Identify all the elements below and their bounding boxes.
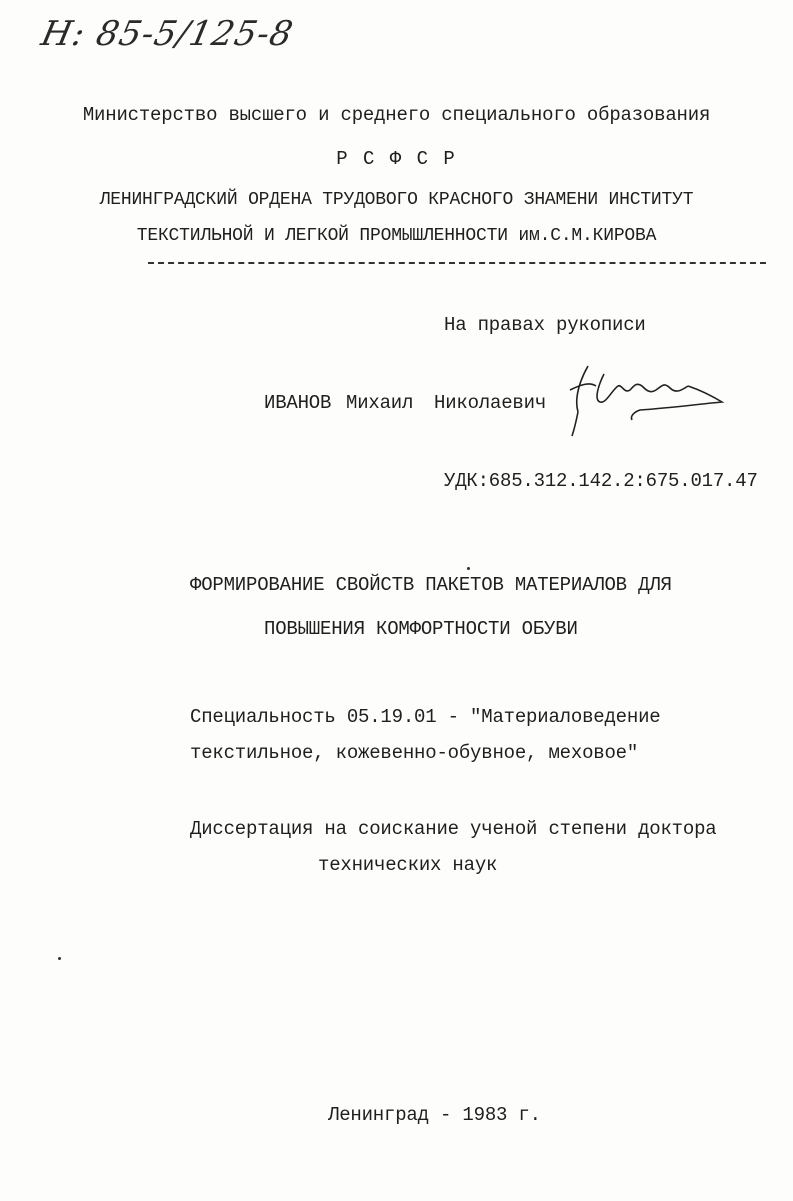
republic-line: Р С Ф С Р [336, 148, 457, 170]
handwritten-archive-code: Н: 85-5/125-8 [37, 14, 298, 54]
institute-line-2: ТЕКСТИЛЬНОЙ И ЛЕГКОЙ ПРОМЫШЛЕННОСТИ им.С.М.КИРОВА [136, 226, 657, 246]
author-signature [560, 360, 730, 440]
manuscript-note: На правах рукописи [444, 314, 646, 336]
institute-line-1: ЛЕНИНГРАДСКИЙ ОРДЕНА ТРУДОВОГО КРАСНОГО ЗНАМЕНИ ИНСТИТУТ [99, 190, 694, 210]
ink-speck [467, 567, 470, 570]
ministry-line: Министерство высшего и среднего специального образования [82, 104, 711, 126]
specialty-line-2: текстильное, кожевенно-обувное, меховое" [190, 742, 639, 764]
author-name: Михаил [346, 392, 414, 414]
udc-code: УДК:685.312.142.2:675.017.47 [444, 470, 758, 492]
specialty-line-1: Специальность 05.19.01 - "Материаловедение [190, 706, 661, 728]
margin-mark [58, 957, 61, 960]
place-and-year: Ленинград - 1983 г. [328, 1104, 541, 1126]
degree-line-1: Диссертация на соискание ученой степени доктора [190, 818, 717, 840]
dissertation-title-line-1: ФОРМИРОВАНИЕ СВОЙСТВ ПАКЕТОВ МАТЕРИАЛОВ ДЛЯ [190, 574, 672, 596]
author-patronymic: Николаевич [434, 392, 547, 414]
header-divider [148, 262, 766, 264]
degree-line-2: технических наук [318, 854, 498, 876]
author-surname: ИВАНОВ [264, 392, 332, 414]
dissertation-title-line-2: ПОВЫШЕНИЯ КОМФОРТНОСТИ ОБУВИ [264, 618, 578, 640]
